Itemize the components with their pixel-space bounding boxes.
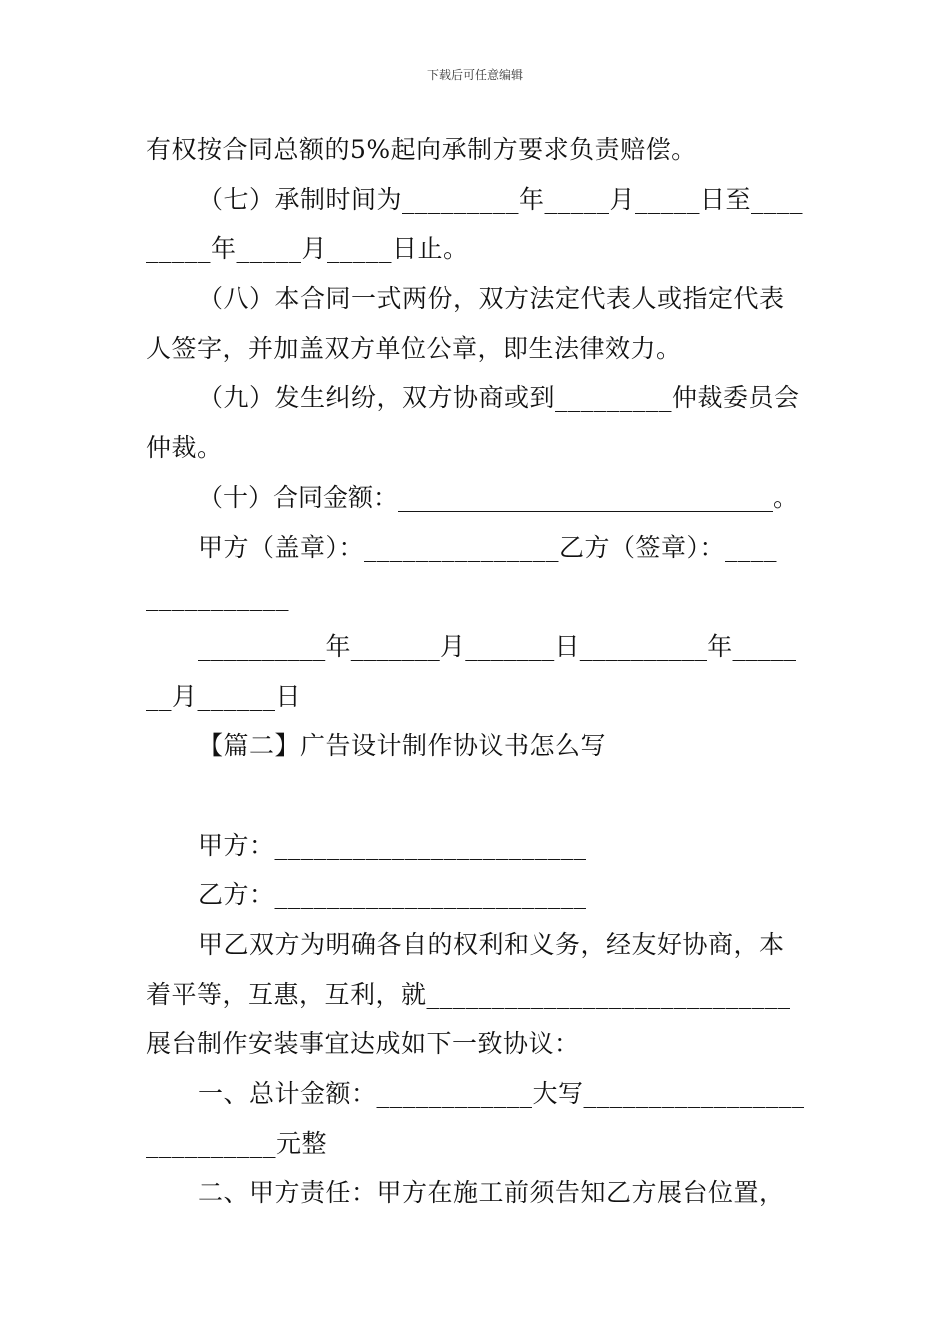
text-line: 一、总计金额：____________大写_________________ (198, 1079, 805, 1108)
text-line: __月______日 (146, 682, 302, 711)
text-line: __________年_______月_______日__________年_____ (198, 632, 797, 661)
text-line: 着平等，互惠，互利，就____________________________ (146, 980, 791, 1009)
text-line: （八）本合同一式两份，双方法定代表人或指定代表 (198, 284, 785, 313)
text-line: _____年_____月_____日止。 (146, 234, 469, 263)
text-line: 甲方（盖章）：_______________乙方（签章）：____ (198, 533, 778, 562)
text-line: 甲乙双方为明确各自的权利和义务，经友好协商，本 (198, 930, 785, 959)
text-line: 二、甲方责任：甲方在施工前须告知乙方展台位置， (198, 1178, 785, 1207)
text-line: 乙方：________________________ (198, 880, 587, 909)
text-line: （九）发生纠纷，双方协商或到_________仲裁委员会 (198, 383, 800, 412)
text-line: 展台制作安装事宜达成如下一致协议： (146, 1029, 580, 1058)
section-heading: 【篇二】广告设计制作协议书怎么写 (198, 731, 607, 760)
page-header: 下载后可任意编辑 (426, 68, 523, 82)
text-line: __________元整 (146, 1129, 328, 1158)
text-line: 有权按合同总额的5%起向承制方要求负责赔偿。 (146, 135, 697, 164)
text-line: 人签字，并加盖双方单位公章，即生法律效力。 (146, 334, 682, 363)
text-line: （七）承制时间为_________年_____月_____日至____ (198, 185, 804, 214)
text-line: （十）合同金额：______________________________。 (198, 483, 799, 512)
text-line: 仲裁。 (146, 433, 223, 462)
text-line: 甲方：________________________ (198, 831, 587, 860)
text-line: ___________ (146, 582, 289, 611)
